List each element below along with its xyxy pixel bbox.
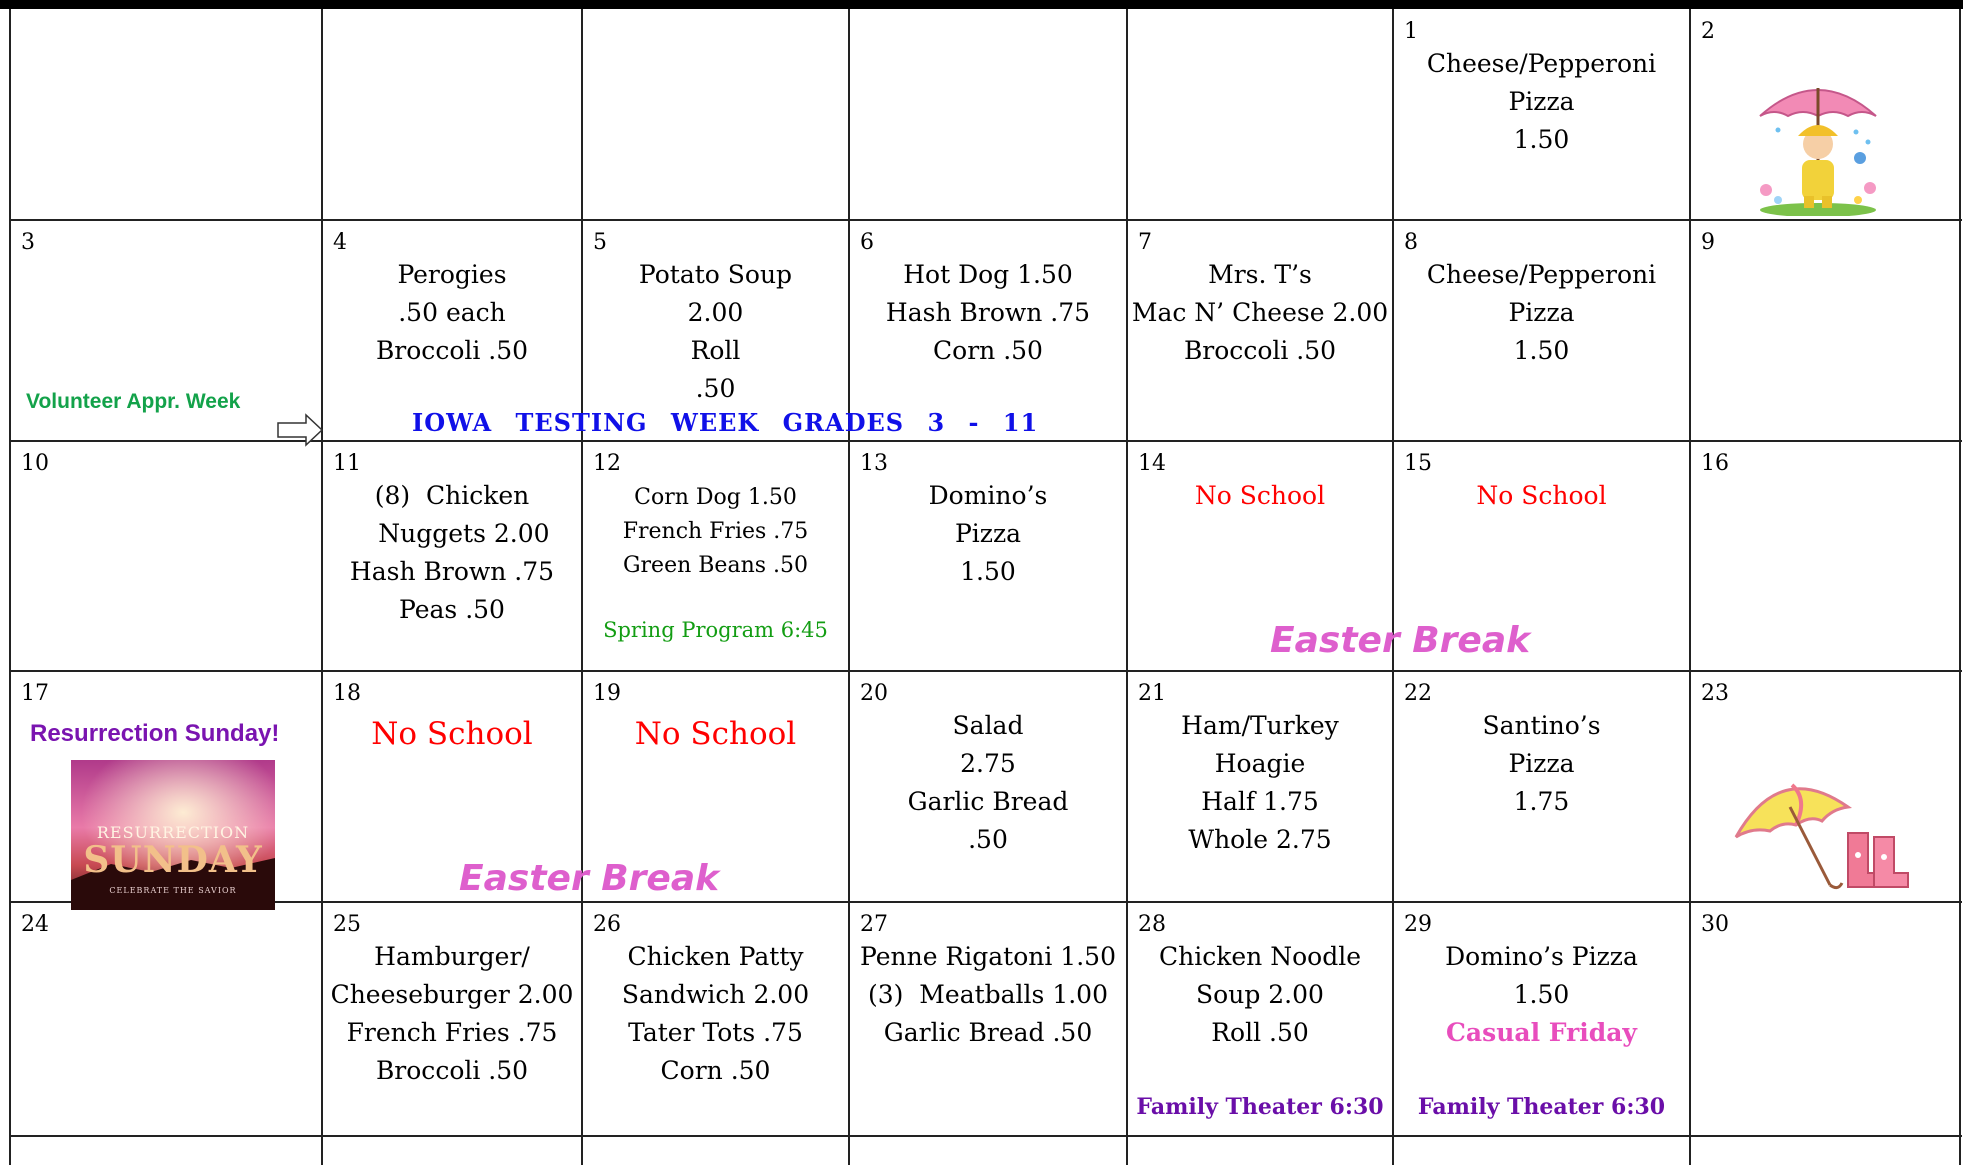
- menu-line: 2.00: [687, 298, 744, 327]
- iowa-testing-banner: IOWA TESTING WEEK GRADES 3 - 11: [412, 408, 1039, 437]
- menu-line: Hamburger/: [374, 942, 530, 971]
- family-theater-event: Family Theater 6:30: [1417, 1094, 1666, 1120]
- menu-items: [1127, 938, 1393, 1052]
- calendar-day-cell: [582, 902, 849, 1136]
- day-number: 27: [860, 912, 888, 937]
- day-number: 24: [21, 912, 49, 937]
- menu-line: Santino’s: [1482, 711, 1601, 740]
- menu-items: [322, 256, 582, 370]
- day-number: 5: [593, 230, 607, 255]
- menu-line: Broccoli .50: [375, 336, 529, 365]
- casual-friday-label: Casual Friday: [1446, 1018, 1637, 1047]
- menu-line: Penne Rigatoni 1.50: [860, 942, 1116, 971]
- menu-line: Hash Brown .75: [885, 298, 1091, 327]
- girl-with-umbrella-icon: [1748, 72, 1888, 216]
- day-number: 20: [860, 681, 888, 706]
- calendar-day-cell: [849, 671, 1127, 902]
- menu-line: Mrs. T’s: [1208, 260, 1312, 289]
- calendar-day-cell: [849, 902, 1127, 1136]
- menu-items: [582, 256, 849, 408]
- menu-items: [849, 256, 1127, 370]
- day-number: 12: [593, 451, 621, 476]
- menu-line: .50: [968, 825, 1008, 854]
- calendar-day-cell: [1690, 902, 1960, 1136]
- menu-line: 1.50: [1513, 125, 1570, 154]
- menu-line: French Fries .75: [346, 1018, 558, 1047]
- day-number: 13: [860, 451, 888, 476]
- day-number: 15: [1404, 451, 1432, 476]
- volunteer-week-label: Volunteer Appr. Week: [26, 390, 241, 413]
- resurrection-sunday-image: [71, 760, 275, 910]
- menu-line: Perogies: [397, 260, 507, 289]
- menu-line: (3) Meatballs 1.00: [868, 980, 1108, 1009]
- menu-line: Roll: [690, 336, 741, 365]
- day-number: 8: [1404, 230, 1418, 255]
- calendar-day-cell: [322, 9, 582, 220]
- day-number: 23: [1701, 681, 1729, 706]
- calendar-day-cell: [10, 902, 322, 1136]
- menu-line: Roll .50: [1211, 1018, 1309, 1047]
- resurrection-sunday-label: Resurrection Sunday!: [30, 720, 280, 747]
- menu-items: [849, 477, 1127, 591]
- menu-line: Garlic Bread .50: [883, 1018, 1093, 1047]
- menu-items: [1393, 707, 1690, 821]
- menu-line: Pizza: [1508, 298, 1575, 327]
- menu-line: Domino’s: [928, 481, 1048, 510]
- menu-line: Half 1.75: [1201, 787, 1319, 816]
- calendar-day-cell: [849, 9, 1127, 220]
- menu-items: [849, 938, 1127, 1052]
- menu-line: .50 each: [398, 298, 506, 327]
- menu-line: Chicken Noodle: [1159, 942, 1361, 971]
- day-number: 2: [1701, 19, 1715, 44]
- menu-items: [582, 938, 849, 1090]
- menu-line: 1.75: [1513, 787, 1570, 816]
- day-number: 16: [1701, 451, 1729, 476]
- menu-line: Pizza: [1508, 749, 1575, 778]
- calendar-day-cell: [849, 441, 1127, 671]
- easter-break-label: Easter Break: [459, 858, 720, 899]
- menu-items: [849, 707, 1127, 859]
- day-number: 28: [1138, 912, 1166, 937]
- menu-line: Garlic Bread: [907, 787, 1069, 816]
- no-school-label: No School: [634, 716, 797, 752]
- no-school-label: No School: [371, 716, 533, 752]
- menu-line: Mac N’ Cheese 2.00: [1131, 298, 1389, 327]
- menu-line: Corn .50: [933, 336, 1043, 365]
- menu-line: Sandwich 2.00: [621, 980, 810, 1009]
- menu-line: Hoagie: [1214, 749, 1306, 778]
- calendar-day-cell: [582, 441, 849, 671]
- menu-line: Salad: [952, 711, 1024, 740]
- day-number: 11: [333, 451, 361, 476]
- spring-program-note: Spring Program 6:45: [603, 618, 828, 642]
- image-text-tagline: CELEBRATE THE SAVIOR: [109, 886, 237, 895]
- no-school-label: No School: [1476, 481, 1607, 510]
- day-number: 7: [1138, 230, 1152, 255]
- menu-line: Soup 2.00: [1196, 980, 1324, 1009]
- menu-line: Tater Tots .75: [628, 1018, 803, 1047]
- menu-line: Hot Dog 1.50: [903, 260, 1073, 289]
- menu-line: 2.75: [960, 749, 1016, 778]
- menu-items: [1127, 707, 1393, 859]
- calendar-day-cell: [1127, 9, 1393, 220]
- menu-line: Nuggets 2.00: [354, 519, 550, 548]
- menu-line: French Fries .75: [622, 519, 809, 544]
- calendar-day-cell: [1393, 902, 1690, 1136]
- menu-line: 1.50: [960, 557, 1016, 586]
- menu-line: Green Beans .50: [622, 553, 809, 578]
- menu-line: Chicken Patty: [627, 942, 804, 971]
- menu-line: Broccoli .50: [375, 1056, 529, 1085]
- calendar-day-cell: [1393, 671, 1690, 902]
- menu-line: Domino’s Pizza: [1445, 942, 1638, 971]
- day-number: 6: [860, 230, 874, 255]
- image-text-big: SUNDAY: [83, 839, 263, 881]
- day-number: 25: [333, 912, 361, 937]
- calendar-day-cell: [1393, 220, 1690, 441]
- menu-line: Pizza: [1508, 87, 1575, 116]
- menu-line: Cheese/Pepperoni: [1426, 49, 1657, 78]
- menu-items: [1393, 938, 1690, 1052]
- menu-line: Broccoli .50: [1183, 336, 1337, 365]
- day-number: 21: [1138, 681, 1166, 706]
- calendar-day-cell: [1690, 441, 1960, 671]
- menu-line: 1.50: [1513, 980, 1570, 1009]
- menu-line: Pizza: [954, 519, 1022, 548]
- arrow-right-icon: [276, 413, 324, 447]
- day-number: 9: [1701, 230, 1715, 255]
- menu-line: 1.50: [1513, 336, 1570, 365]
- menu-line: Hash Brown .75: [349, 557, 555, 586]
- menu-line: Peas .50: [399, 595, 505, 624]
- image-text-title: RESURRECTION: [96, 823, 250, 842]
- calendar-day-cell: [1690, 220, 1960, 441]
- calendar-day-cell: [10, 441, 322, 671]
- day-number: 22: [1404, 681, 1432, 706]
- menu-line: Whole 2.75: [1188, 825, 1332, 854]
- day-number: 19: [593, 681, 621, 706]
- calendar-day-cell: [582, 9, 849, 220]
- menu-line: Potato Soup: [638, 260, 793, 289]
- calendar-day-cell: [1393, 9, 1690, 220]
- easter-break-label: Easter Break: [1270, 620, 1531, 661]
- menu-line: Corn Dog 1.50: [634, 485, 797, 510]
- day-number: 1: [1404, 19, 1418, 44]
- day-number: 30: [1701, 912, 1729, 937]
- calendar-day-cell: [10, 9, 322, 220]
- calendar-day-cell: [1127, 902, 1393, 1136]
- menu-items: [1127, 256, 1393, 370]
- menu-line: (8) Chicken: [374, 481, 530, 510]
- day-number: 17: [21, 681, 49, 706]
- day-number: 26: [593, 912, 621, 937]
- day-number: 14: [1138, 451, 1166, 476]
- menu-line: Cheese/Pepperoni: [1426, 260, 1657, 289]
- menu-items: [322, 477, 582, 629]
- menu-line: Ham/Turkey: [1181, 711, 1339, 740]
- family-theater-event: Family Theater 6:30: [1136, 1094, 1384, 1120]
- day-number: 18: [333, 681, 361, 706]
- calendar-day-cell: [1127, 671, 1393, 902]
- menu-items: [1393, 45, 1690, 159]
- no-school-label: No School: [1194, 481, 1326, 510]
- calendar-day-cell: [322, 902, 582, 1136]
- calendar-day-cell: [322, 441, 582, 671]
- calendar-top-border: [0, 0, 1963, 9]
- menu-line: Cheeseburger 2.00: [330, 980, 574, 1009]
- day-number: 4: [333, 230, 347, 255]
- day-number: 29: [1404, 912, 1432, 937]
- umbrella-and-rain-boots-icon: [1730, 765, 1910, 900]
- menu-items: [322, 938, 582, 1090]
- menu-line: .50: [695, 374, 736, 403]
- menu-line: Corn .50: [660, 1056, 771, 1085]
- day-number: 3: [21, 230, 35, 255]
- day-number: 10: [21, 451, 49, 476]
- menu-items: [582, 481, 849, 583]
- calendar-day-cell: [1127, 220, 1393, 441]
- menu-items: [1393, 256, 1690, 370]
